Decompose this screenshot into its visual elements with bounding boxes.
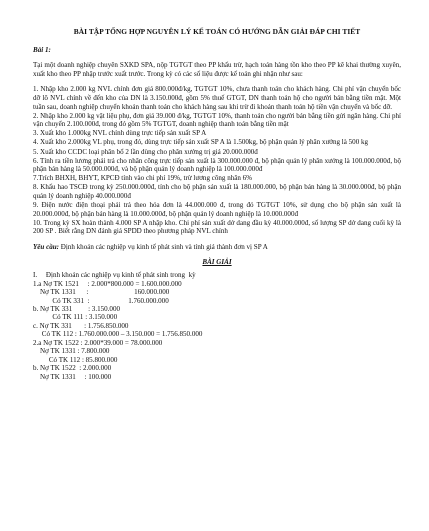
solution-line: b. Nợ TK 331 : 3.150.000 [33, 304, 120, 313]
solution-line: Có TK 112 : 1.760.000.000 – 3.150.000 = 1.756.850.000 [33, 330, 203, 339]
solution-section [33, 271, 401, 381]
transaction-item: 2. Nhập kho 2.000 kg vật liệu phụ, đơn giá 39.000 đ/kg, TGTGT 10%, thanh toán cho người bán bằng tiền gửi ngân hàng. Chi phí vận chuyển 2.100.000đ, trong đó gồm 5% TGTGT, doanh nghiệp thanh toán bằng tiền mặt [33, 111, 401, 129]
transaction-item: 8. Khấu hao TSCĐ trong kỳ 250.000.000đ, tính cho bộ phận sản xuất là 180.000.000, bộ phận bán hàng là 30.000.000đ, bộ phận quản lý doanh nghiệp 40.000.000đ [33, 183, 401, 200]
transaction-item: 10. Trong kỳ SX hoàn thành 4.000 SP A nhập kho. Chi phí sản xuất dở dang đầu kỳ 40.000.000đ, số lượng SP dở dang cuối kỳ là 200 SP . Biết rằng DN đánh giá SPDD theo phương pháp NVL chính [33, 218, 401, 236]
solution-line: I. Định khoản các nghiệp vụ kinh tế phát sinh trong kỳ [33, 271, 196, 280]
transaction-item: 5. Xuất kho CCDC loại phân bổ 2 lần dùng cho phân xưởng trị giá 20.000.000đ [33, 147, 258, 156]
exercise-label: Bài 1: [33, 45, 51, 54]
solution-line: Có TK 331 : 1.760.000.000 [33, 296, 169, 305]
solution-title: BÀI GIẢI [202, 257, 232, 266]
solution-line: Có TK 112 : 85.800.000 [33, 355, 118, 364]
solution-line: Có TK 111 : 3.150.000 [33, 313, 118, 322]
solution-line: 2.a Nợ TK 1522 : 2.000*39.000 = 78.000.000 [33, 338, 163, 347]
intro-paragraph: Tại một doanh nghiệp chuyên SXKD SPA, nộp TGTGT theo PP khấu trừ, hạch toán hàng tồn kho theo PP kê khai thường xuyên, xuất kho theo PP nhập trước xuất trước. Trong kỳ có các số liệu được kế toán ghi nhận như sau: [33, 61, 401, 78]
transaction-item: 9. Điện nước điện thoại phải trả theo hóa đơn là 44.000.000 đ, trong đó TGTGT 10%, sử dụng cho bộ phận sản xuất là 20.000.000đ, bộ phận bán hàng là 10.000.000đ, bộ phận quản lý doanh nghiệp là 10.000.000đ [33, 201, 401, 218]
requirement-text: Định khoản các nghiệp vụ kinh tế phát sinh và tính giá thành đơn vị SP A [59, 242, 268, 251]
transaction-item: 6. Tính ra tiền lương phải trả cho nhân công trực tiếp sản xuất là 300.000.000 đ, bộ phận quản lý phân xưởng là 100.000.000đ, bộ phận bán hàng là 50.000.000đ, và bộ phận quản lý doanh nghiệp là 100.000.000đ [33, 156, 401, 174]
solution-line: 1.a Nợ TK 1521 : 2.000*800.000 = 1.600.000.000 [33, 279, 182, 288]
solution-line: Nợ TK 1331 : 160.000.000 [33, 288, 170, 297]
solution-line: Nợ TK 1331 : 100.000 [33, 372, 112, 381]
solution-line: b. Nợ TK 1522 : 2.000.000 [33, 364, 112, 373]
transaction-item: 1. Nhập kho 2.000 kg NVL chính đơn giá 800.000đ/kg, TGTGT 10%, chưa thanh toán cho khách hàng. Chi phí vận chuyển bốc dỡ lô NVL chính về đến kho của DN là 3.150.000đ, gồm 5% thuế GTGT, DN thanh toán hộ cho người bán bằng tiền mặt. Một tuần sau, doanh nghiệp chuyển khoản thanh toán cho khách hàng sau khi trừ đi khoản thanh toán hộ tiền vận chuyển và bốc dỡ. [33, 85, 401, 111]
transaction-item: 7.Trích BHXH, BHYT, KPCĐ tính vào chi phí 19%, trừ lương công nhân 6% [33, 174, 253, 183]
document-title: BÀI TẬP TỔNG HỢP NGUYÊN LÝ KẾ TOÁN CÓ HƯỚNG DẪN GIẢI ĐÁP CHI TIẾT [73, 27, 361, 36]
requirement-label: Yêu cầu: [33, 242, 60, 251]
transaction-item: 3. Xuất kho 1.000kg NVL chính dùng trực tiếp sản xuất SP A [33, 129, 207, 138]
transaction-list [33, 85, 401, 236]
transaction-item: 4. Xuất kho 2.000kg VL phụ, trong đó, dùng trực tiếp sản xuất SP A là 1.500kg, bộ phận quản lý phân xưởng là 500 kg [33, 138, 369, 147]
solution-line: Nợ TK 1331 : 7.800.000 [33, 347, 110, 356]
requirement [33, 243, 401, 252]
solution-line: c. Nợ TK 331 : 1.756.850.000 [33, 321, 129, 330]
